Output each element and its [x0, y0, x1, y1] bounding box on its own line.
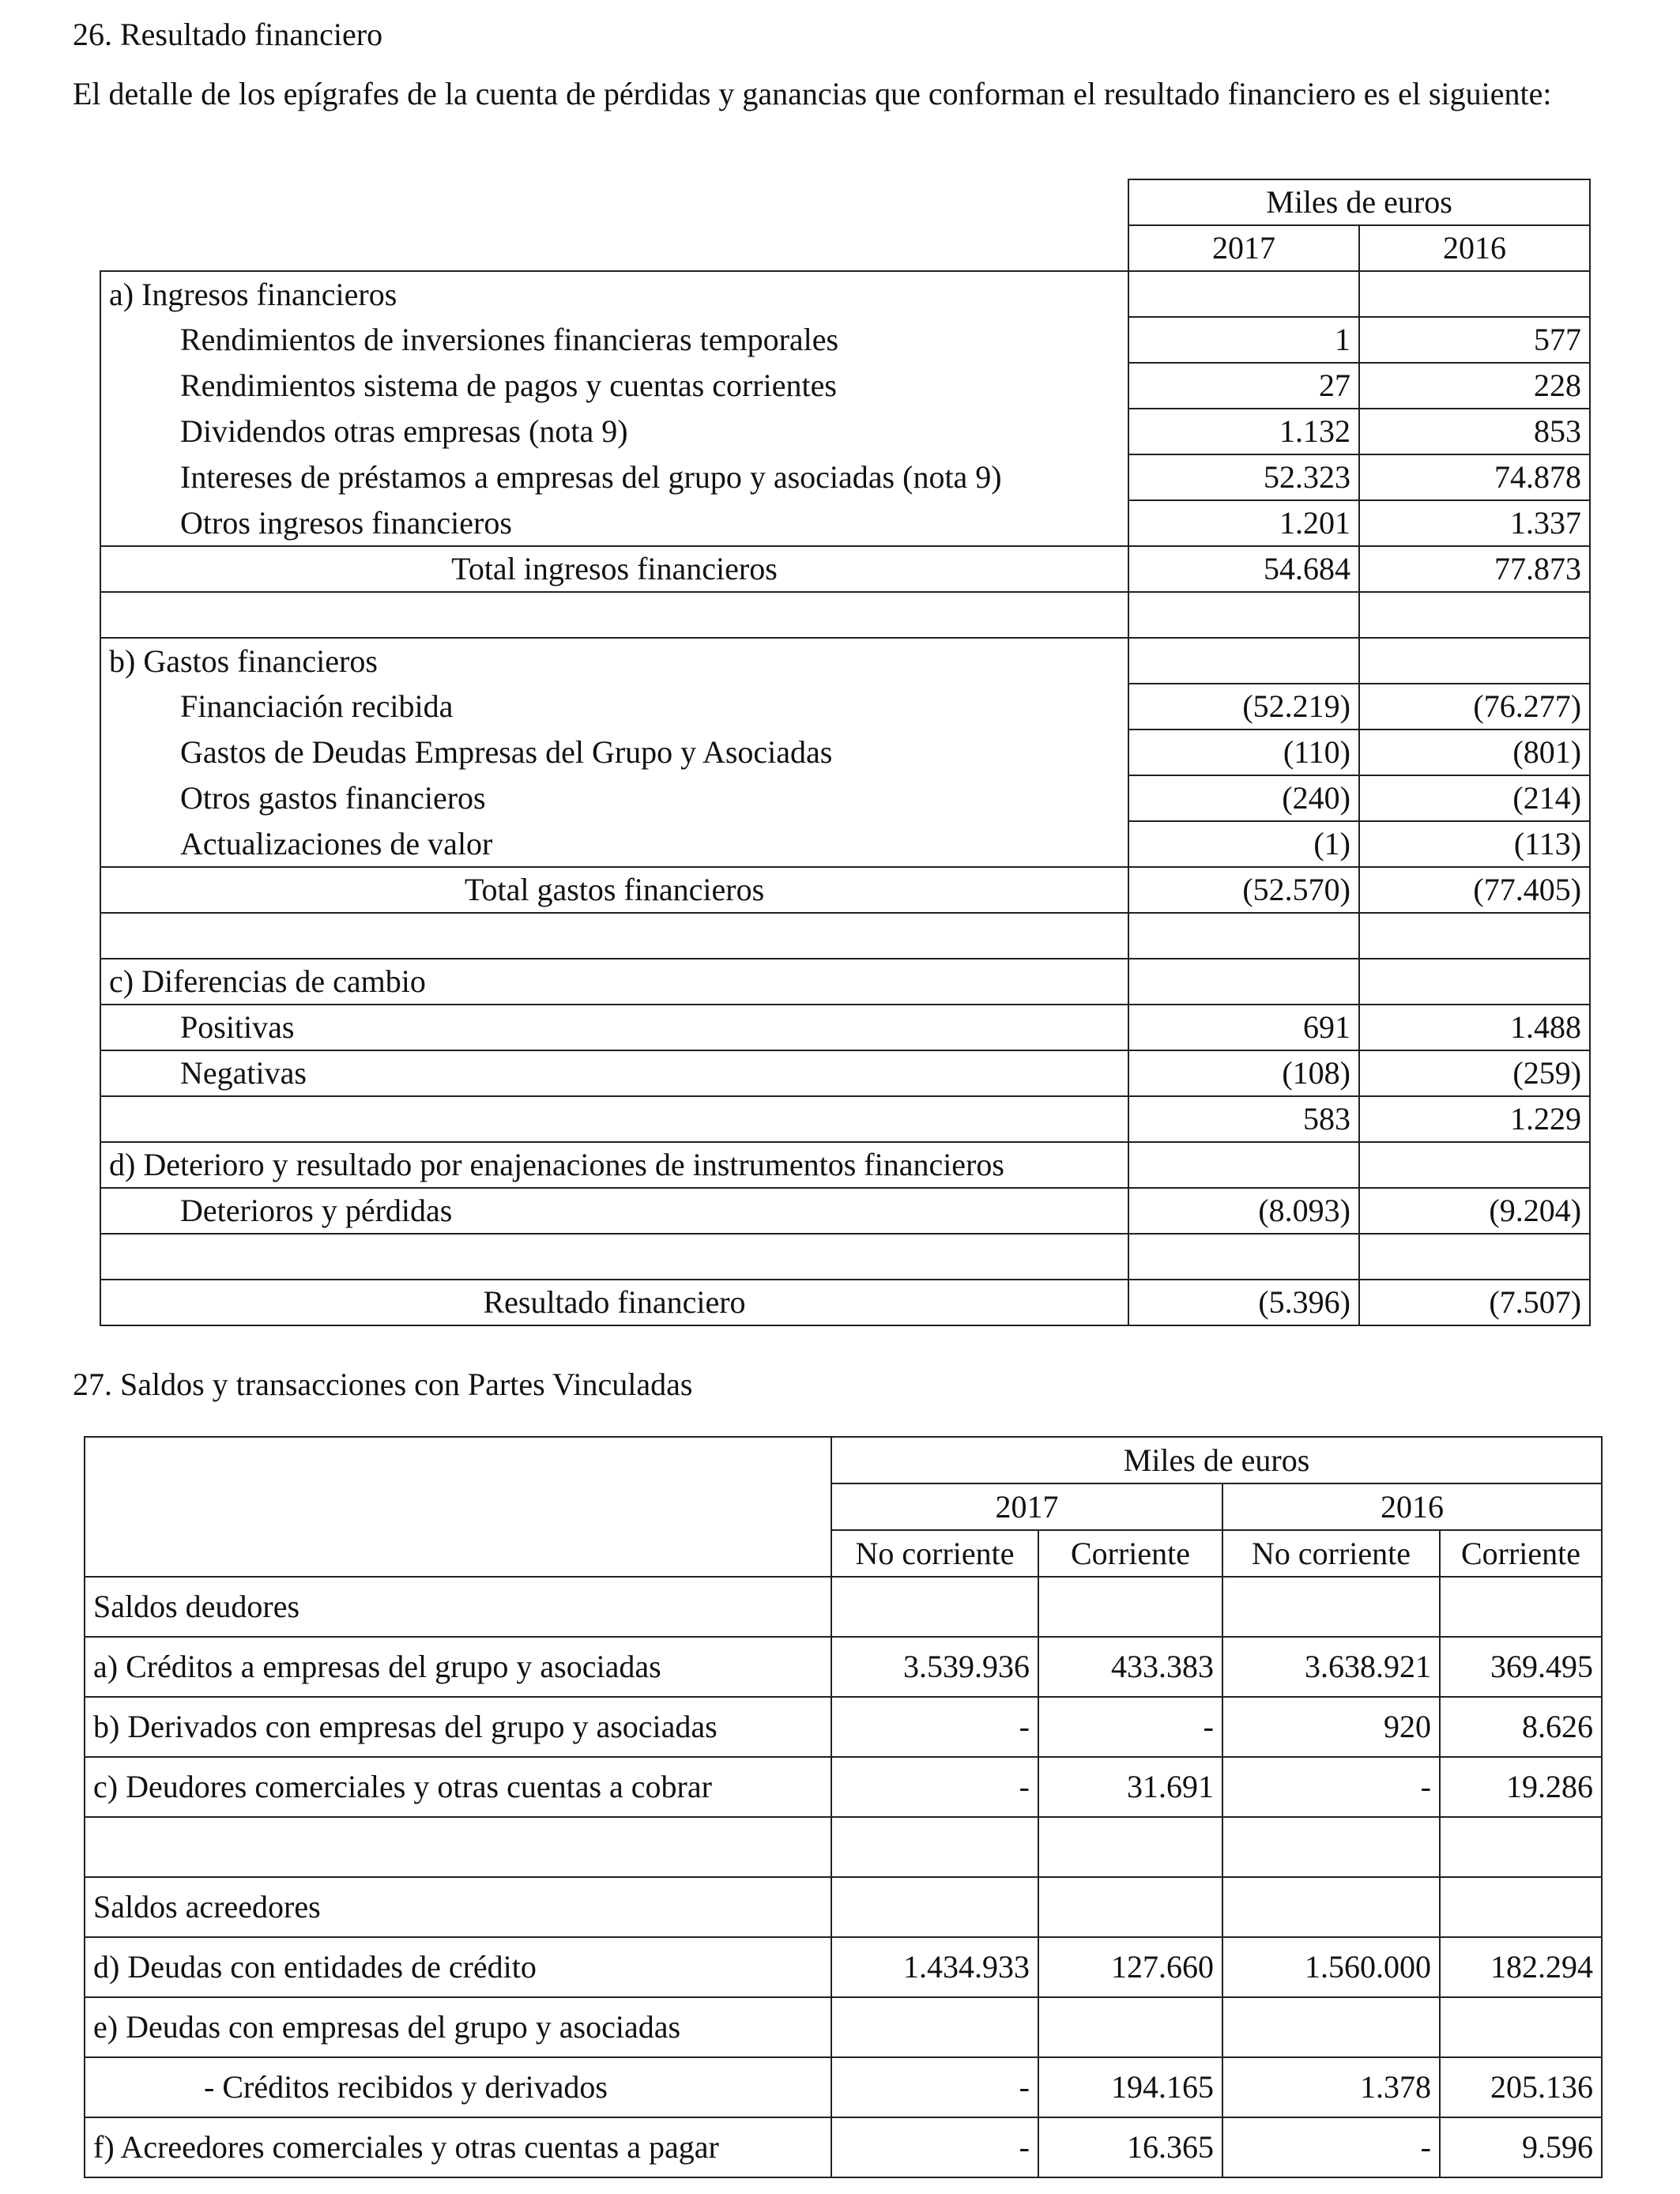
row-label: Total gastos financieros — [100, 867, 1128, 913]
row-label: e) Deudas con empresas del grupo y asociadas — [85, 1997, 831, 2057]
value-2017: 54.684 — [1128, 546, 1359, 592]
value-2017: (8.093) — [1128, 1188, 1359, 1234]
value-2016-nc: 920 — [1222, 1697, 1440, 1757]
value-2017: (52.219) — [1128, 684, 1359, 729]
value-2017-nc: - — [831, 1757, 1038, 1817]
value-2017: (52.570) — [1128, 867, 1359, 913]
table-row — [100, 684, 1590, 729]
table-row — [85, 1997, 1602, 2057]
year-2016-header: 2016 — [1222, 1483, 1602, 1530]
row-label: c) Deudores comerciales y otras cuentas a cobrar — [85, 1757, 831, 1817]
value-2017: 1.201 — [1128, 500, 1359, 546]
spacer-row — [100, 592, 1590, 638]
row-label — [100, 592, 1128, 638]
value-2017-c — [1038, 1877, 1222, 1937]
value-2016 — [1359, 913, 1590, 959]
value-2016-c: 9.596 — [1440, 2117, 1602, 2177]
table-row — [100, 363, 1590, 409]
value-2017: (240) — [1128, 775, 1359, 821]
header-blank — [100, 179, 1128, 271]
value-2017-c — [1038, 1997, 1222, 2057]
section-27-heading: 27. Saldos y transacciones con Partes Vinculadas — [73, 1367, 693, 1402]
value-2017-c — [1038, 1817, 1222, 1877]
unit-header: Miles de euros — [831, 1437, 1602, 1483]
value-2016 — [1359, 1142, 1590, 1188]
value-2017 — [1128, 271, 1359, 317]
value-2017-nc — [831, 1577, 1038, 1637]
value-2017: 1.132 — [1128, 409, 1359, 454]
value-2016: 74.878 — [1359, 454, 1590, 500]
value-2017 — [1128, 1234, 1359, 1280]
row-label — [85, 1817, 831, 1877]
value-2017-c — [1038, 1577, 1222, 1637]
header-blank — [85, 1437, 831, 1577]
related-parties-table — [84, 1436, 1603, 2178]
value-2016 — [1359, 592, 1590, 638]
value-2016-nc — [1222, 1997, 1440, 2057]
value-2016: (113) — [1359, 821, 1590, 867]
value-2016-nc — [1222, 1877, 1440, 1937]
value-2016 — [1359, 1234, 1590, 1280]
total-row — [100, 546, 1590, 592]
value-2017 — [1128, 959, 1359, 1005]
row-label: Gastos de Deudas Empresas del Grupo y Asociadas — [100, 729, 1128, 775]
value-2017-nc — [831, 1877, 1038, 1937]
row-label: d) Deterioro y resultado por enajenaciones de instrumentos financieros — [100, 1142, 1128, 1188]
value-2016: 1.229 — [1359, 1096, 1590, 1142]
year-2017-header: 2017 — [831, 1483, 1222, 1530]
financial-result-table — [100, 179, 1591, 1326]
value-2017-nc: - — [831, 1697, 1038, 1757]
value-2016-c — [1440, 1817, 1602, 1877]
section-26-heading: 26. Resultado financiero — [73, 17, 383, 52]
row-label: d) Deudas con entidades de crédito — [85, 1937, 831, 1997]
row-label: b) Derivados con empresas del grupo y asociadas — [85, 1697, 831, 1757]
value-2017-c: 16.365 — [1038, 2117, 1222, 2177]
table-row — [100, 271, 1590, 317]
spacer-row — [100, 1234, 1590, 1280]
row-label: Negativas — [100, 1050, 1128, 1096]
table-row — [100, 1142, 1590, 1188]
value-2017-c: - — [1038, 1697, 1222, 1757]
value-2016-nc: - — [1222, 2117, 1440, 2177]
row-label: Intereses de préstamos a empresas del grupo y asociadas (nota 9) — [100, 454, 1128, 500]
row-label: Rendimientos de inversiones financieras temporales — [100, 317, 1128, 363]
row-label: b) Gastos financieros — [100, 638, 1128, 684]
table-row — [85, 2057, 1602, 2117]
table-row — [100, 1188, 1590, 1234]
value-2017: 52.323 — [1128, 454, 1359, 500]
col-corriente-2017: Corriente — [1038, 1530, 1222, 1577]
row-label: Saldos deudores — [85, 1577, 831, 1637]
row-label: Rendimientos sistema de pagos y cuentas corrientes — [100, 363, 1128, 409]
value-2016: (77.405) — [1359, 867, 1590, 913]
value-2017 — [1128, 913, 1359, 959]
col-corriente-2016: Corriente — [1440, 1530, 1602, 1577]
value-2017-nc: 1.434.933 — [831, 1937, 1038, 1997]
table-row — [100, 317, 1590, 363]
value-2016-c: 8.626 — [1440, 1697, 1602, 1757]
value-2017: (1) — [1128, 821, 1359, 867]
value-2016-nc: 3.638.921 — [1222, 1637, 1440, 1697]
value-2017: (110) — [1128, 729, 1359, 775]
table-row — [85, 2117, 1602, 2177]
value-2016 — [1359, 638, 1590, 684]
value-2017-c: 127.660 — [1038, 1937, 1222, 1997]
value-2016-nc: 1.560.000 — [1222, 1937, 1440, 1997]
value-2017-c: 433.383 — [1038, 1637, 1222, 1697]
table-row — [100, 409, 1590, 454]
row-label: Otros ingresos financieros — [100, 500, 1128, 546]
value-2016-c: 182.294 — [1440, 1937, 1602, 1997]
row-label — [100, 1234, 1128, 1280]
value-2017: 1 — [1128, 317, 1359, 363]
value-2016: (76.277) — [1359, 684, 1590, 729]
table-row — [100, 500, 1590, 546]
row-label: Otros gastos financieros — [100, 775, 1128, 821]
value-2016-nc — [1222, 1817, 1440, 1877]
table-row — [100, 959, 1590, 1005]
year-2016-header: 2016 — [1359, 225, 1590, 271]
row-label: c) Diferencias de cambio — [100, 959, 1128, 1005]
value-2016-c — [1440, 1577, 1602, 1637]
value-2016-c — [1440, 1877, 1602, 1937]
row-label: Positivas — [100, 1005, 1128, 1050]
value-2016 — [1359, 959, 1590, 1005]
row-label: a) Ingresos financieros — [100, 271, 1128, 317]
value-2016-c: 19.286 — [1440, 1757, 1602, 1817]
value-2016-c: 205.136 — [1440, 2057, 1602, 2117]
value-2017 — [1128, 638, 1359, 684]
value-2017-nc: 3.539.936 — [831, 1637, 1038, 1697]
value-2017 — [1128, 1142, 1359, 1188]
row-label: Saldos acreedores — [85, 1877, 831, 1937]
table-header-row — [85, 1437, 1602, 1483]
value-2016: (214) — [1359, 775, 1590, 821]
row-label — [100, 913, 1128, 959]
value-2017-c: 31.691 — [1038, 1757, 1222, 1817]
value-2016: 577 — [1359, 317, 1590, 363]
value-2017-nc: - — [831, 2057, 1038, 2117]
result-row — [100, 1280, 1590, 1325]
value-2017: 691 — [1128, 1005, 1359, 1050]
value-2017: 583 — [1128, 1096, 1359, 1142]
table-row — [85, 1757, 1602, 1817]
value-2016-nc: 1.378 — [1222, 2057, 1440, 2117]
col-no-corriente-2016: No corriente — [1222, 1530, 1440, 1577]
spacer-row — [85, 1817, 1602, 1877]
value-2016: 77.873 — [1359, 546, 1590, 592]
table-row — [100, 1050, 1590, 1096]
value-2017-nc — [831, 1997, 1038, 2057]
value-2017: (5.396) — [1128, 1280, 1359, 1325]
value-2017-c: 194.165 — [1038, 2057, 1222, 2117]
total-row — [100, 867, 1590, 913]
subtotal-row — [100, 1096, 1590, 1142]
row-label: Financiación recibida — [100, 684, 1128, 729]
section-26-intro: El detalle de los epígrafes de la cuenta de pérdidas y ganancias que conforman el resultado financiero es el siguiente: — [73, 76, 1552, 111]
table-row — [85, 1637, 1602, 1697]
spacer-row — [100, 913, 1590, 959]
value-2017: (108) — [1128, 1050, 1359, 1096]
row-label: Resultado financiero — [100, 1280, 1128, 1325]
value-2017-nc: - — [831, 2117, 1038, 2177]
value-2016: (259) — [1359, 1050, 1590, 1096]
row-label: - Créditos recibidos y derivados — [85, 2057, 831, 2117]
table-row — [85, 1877, 1602, 1937]
table-row — [100, 775, 1590, 821]
row-label: Deterioros y pérdidas — [100, 1188, 1128, 1234]
value-2016-c: 369.495 — [1440, 1637, 1602, 1697]
row-label: Actualizaciones de valor — [100, 821, 1128, 867]
value-2017-nc — [831, 1817, 1038, 1877]
row-label: a) Créditos a empresas del grupo y asociadas — [85, 1637, 831, 1697]
table-row — [85, 1697, 1602, 1757]
value-2016-nc — [1222, 1577, 1440, 1637]
unit-header: Miles de euros — [1128, 179, 1590, 225]
value-2016: 228 — [1359, 363, 1590, 409]
table-row — [100, 638, 1590, 684]
table-row — [85, 1577, 1602, 1637]
value-2016: 1.337 — [1359, 500, 1590, 546]
value-2016-nc: - — [1222, 1757, 1440, 1817]
value-2016: 853 — [1359, 409, 1590, 454]
table-row — [100, 729, 1590, 775]
table-header-row — [100, 179, 1590, 225]
table-row — [85, 1937, 1602, 1997]
table-row — [100, 454, 1590, 500]
table-row — [100, 1005, 1590, 1050]
value-2016: (7.507) — [1359, 1280, 1590, 1325]
year-2017-header: 2017 — [1128, 225, 1359, 271]
value-2017: 27 — [1128, 363, 1359, 409]
row-label: f) Acreedores comerciales y otras cuentas a pagar — [85, 2117, 831, 2177]
value-2016: (9.204) — [1359, 1188, 1590, 1234]
value-2016 — [1359, 271, 1590, 317]
table-row — [100, 821, 1590, 867]
col-no-corriente-2017: No corriente — [831, 1530, 1038, 1577]
value-2017 — [1128, 592, 1359, 638]
value-2016: (801) — [1359, 729, 1590, 775]
row-label: Total ingresos financieros — [100, 546, 1128, 592]
value-2016: 1.488 — [1359, 1005, 1590, 1050]
row-label — [100, 1096, 1128, 1142]
row-label: Dividendos otras empresas (nota 9) — [100, 409, 1128, 454]
value-2016-c — [1440, 1997, 1602, 2057]
